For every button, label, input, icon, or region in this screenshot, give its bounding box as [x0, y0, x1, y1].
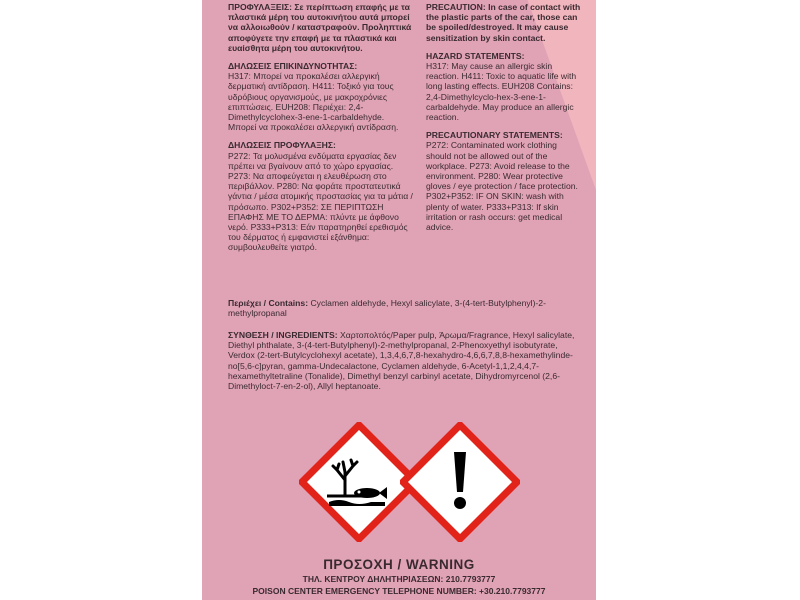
english-precautionary-statements	[426, 130, 584, 232]
exclamation-mark-icon	[400, 422, 520, 542]
ingredients-text: Χαρτοπολτός/Paper pulp, Άρωμα/Fragrance, Hexyl salicylate, Diethyl phthalate, 3-(4-tert-Butylphenyl)-2-methylpropanal, 2-Phenoxyethyl isobutyrate, Verdox (2-tert-Butylcyclohexyl acetate), 1,3,4,6,7,8-hexahydro-4,6,6,7,8,8-hexamethylinde-no[5,6-c]pyran, gamma-Undecalactone, Cyclamen aldehyde, 6-Acetyl-1,1,2,4,4,7-hexamethyltetraline (Tonalide), Dimethyl benzyl carbinyl acetate, Dihydromyrcenol (2,6-Dimethyloct-7-en-2-ol), Allyl heptanoate.	[228, 330, 575, 392]
ingredients-label: ΣΥΝΘΕΣΗ / INGREDIENTS:	[228, 330, 338, 340]
contains-text: Cyclamen aldehyde, Hexyl salicylate, 3-(4-tert-Butylphenyl)-2-methylpropanal	[228, 298, 546, 319]
greek-precautions	[228, 2, 413, 53]
contains-label: Περιέχει / Contains:	[228, 298, 309, 308]
greek-hazard-statements	[228, 61, 413, 132]
greek-hazard-heading: ΔΗΛΩΣΕΙΣ ΕΠΙΚΙΝΔΥΝΟΤΗΤΑΣ:	[228, 61, 358, 72]
greek-hazard-text: H317: Μπορεί να προκαλέσει αλλεργική δερματική αντίδραση. H411: Τοξικό για τους υδρόβιους οργανισμούς, με μακροχρόνιες επιπτώσεις. EUH208: Περιέχει: 2,4-Dimethylcyclohex-3-ene-1-carbaldehyde. Μπορεί να προκαλέσει αλλεργική αντίδραση.	[228, 71, 399, 133]
greek-precautionary-heading: ΔΗΛΩΣΕΙΣ ΠΡΟΦΥΛΑΞΗΣ:	[228, 140, 336, 151]
greek-precautionary-statements	[228, 140, 413, 252]
product-label	[202, 0, 596, 600]
greek-precautionary-text: P272: Τα μολυσμένα ενδύματα εργασίας δεν πρέπει να βγαίνουν από το χώρο εργασίας. P273: Να αποφεύγεται η ελευθέρωση στο περιβάλλον. P280: Να φοράτε προστατευτικά γάντια / μέσα ατομικής προστασίας για τα μάτια / πρόσωπο. P302+P352: ΣΕ ΠΕΡΙΠΤΩΣΗ ΕΠΑΦΗΣ ΜΕ ΤΟ ΔΕΡΜΑ: πλύντε με άφθονο νερό. P333+P313: Εάν παρατηρηθεί ερεθισμός του δέρματος ή εμφανιστεί εξάνθημα: συμβουλευθείτε γιατρό.	[228, 150, 413, 253]
english-column	[426, 2, 584, 240]
warning-title: ΠΡΟΣΟΧΗ / WARNING	[323, 557, 475, 572]
greek-precautions-text: Σε περίπτωση επαφής με τα πλαστικά μέρη του αυτοκινήτου αυτά μπορεί να αλλοιωθούν / καταστραφούν. Προληπτικά αποφύγετε την επαφή με τα πλαστικά και ευαίσθητα μέρη του αυτοκινήτου.	[228, 2, 412, 53]
english-precautionary-heading: PRECAUTIONARY STATEMENTS:	[426, 130, 563, 141]
english-precaution: PRECAUTION: In case of contact with the plastic parts of the car, those can be spoiled/destroyed. It may cause sensitization by skin contact.	[426, 2, 581, 43]
poison-center-greek: ΤΗΛ. ΚΕΝΤΡΟΥ ΔΗΛΗΤΗΡΙΑΣΕΩΝ: 210.7793777	[302, 574, 496, 584]
ingredients-block	[228, 330, 580, 391]
greek-precautions-heading: ΠΡΟΦΥΛΑΞΕΙΣ:	[228, 2, 292, 12]
poison-center-english: POISON CENTER EMERGENCY TELEPHONE NUMBER: +30.210.7793777	[252, 586, 546, 596]
english-hazard-heading: HAZARD STATEMENTS:	[426, 50, 525, 61]
greek-column	[228, 2, 413, 261]
english-hazard-text: H317: May cause an allergic skin reaction. H411: Toxic to aquatic life with long lasting effects. EUH208 Contains: 2,4-Dimethylcyclo-hex-3-ene-1-carbaldehyde. May produce an allergic reaction.	[426, 61, 577, 123]
english-precautionary-text: P272: Contaminated work clothing should not be allowed out of the workplace. P273: Avoid release to the environment. P280: Wear protective gloves / eye protection / face protection. P302+P352: IF ON SKIN: wash with plenty of water. P333+P313: If skin irritation or rash occurs: get medical advice.	[426, 140, 578, 233]
english-hazard-statements	[426, 51, 584, 122]
contains-block	[228, 298, 578, 318]
